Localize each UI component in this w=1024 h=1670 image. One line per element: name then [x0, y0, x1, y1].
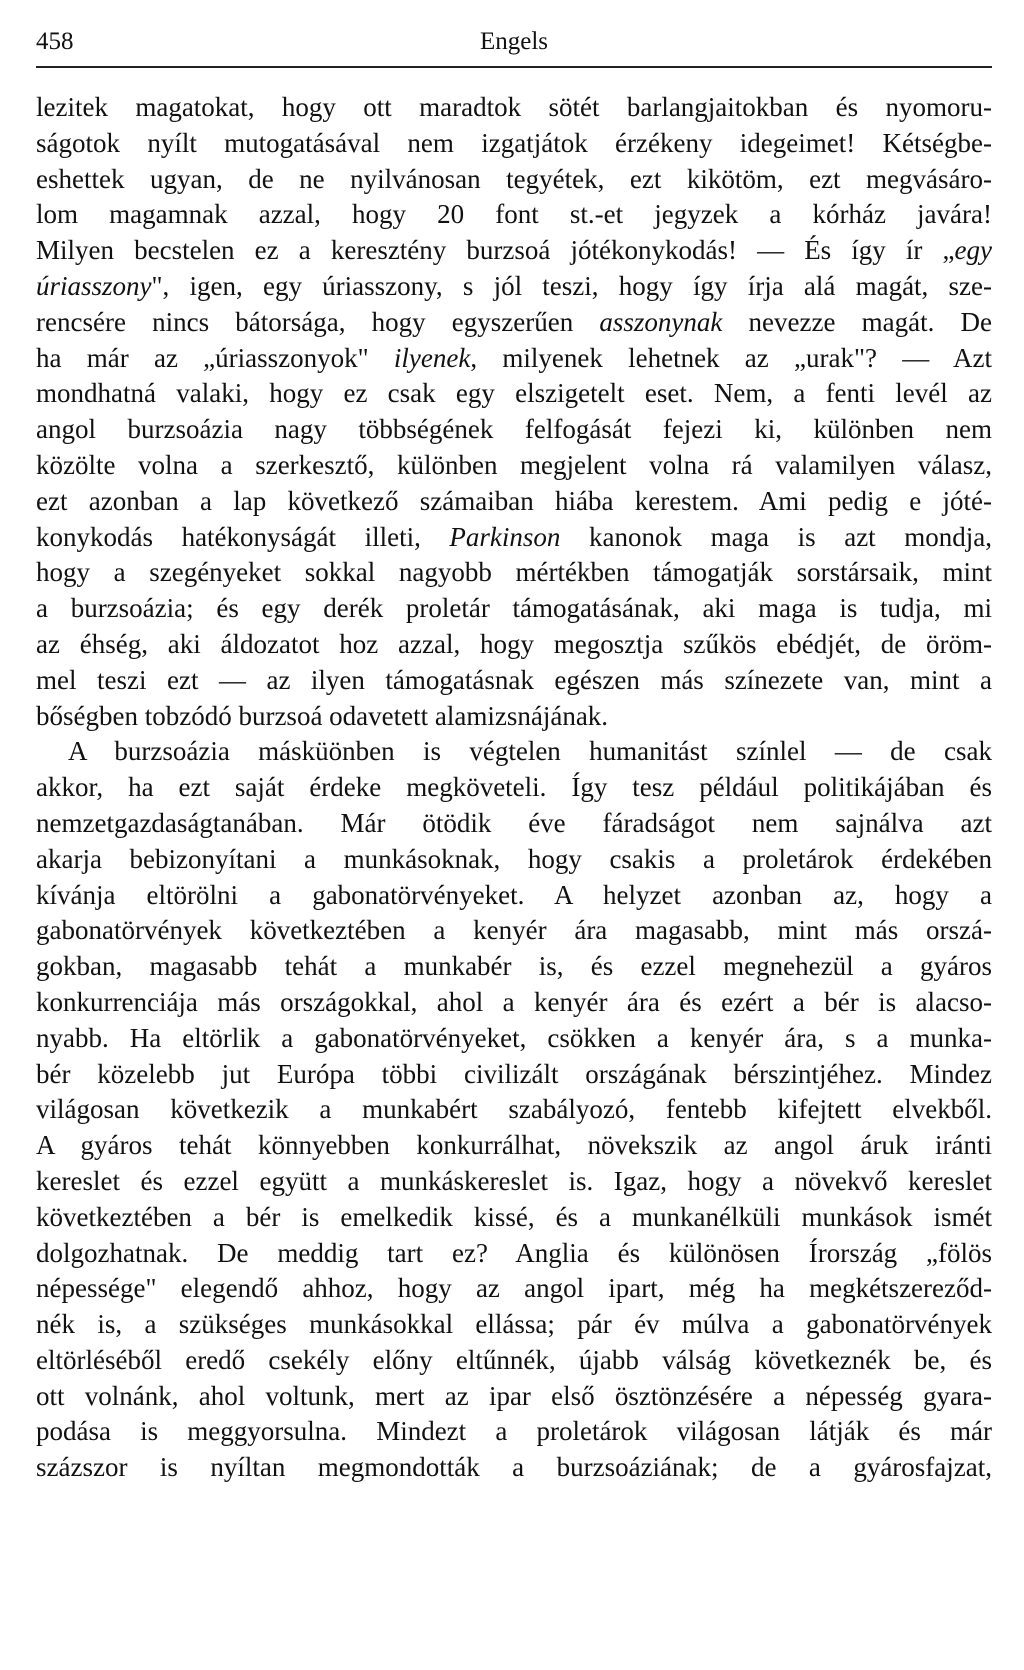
text-segment: akarja bebizonyítani a munkásoknak, hogy csakis a proletárok érdekében — [36, 843, 992, 874]
text-segment: , milyenek lehetnek az „urak"? — Azt — [470, 342, 992, 373]
text-line — [36, 1200, 992, 1236]
text-line — [36, 1450, 992, 1486]
text-segment: ha már az „úriasszonyok" — [36, 342, 394, 373]
text-line — [36, 1164, 992, 1200]
text-segment: angol burzsoázia nagy többségének felfogását fejezi ki, különben nem — [36, 414, 992, 445]
text-line — [36, 448, 992, 484]
text-segment: kereslet és ezzel együtt a munkáskereslet is. Igaz, hogy a növekvő kereslet — [36, 1165, 992, 1196]
text-segment: gabonatörvények következtében a kenyér ára magasabb, mint más orszá- — [36, 915, 992, 946]
italic-text: Parkinson — [449, 521, 561, 552]
text-line — [36, 555, 992, 591]
text-segment: dolgozhatnak. De meddig tart ez? Anglia és különösen Írország „fölös — [36, 1237, 992, 1268]
text-segment: nevezze magát. De — [722, 306, 992, 337]
text-line — [36, 985, 992, 1021]
text-line — [36, 770, 992, 806]
text-line — [36, 1128, 992, 1164]
text-segment: lom magamnak azzal, hogy 20 font st.-et jegyzek a kórház javára! — [36, 199, 992, 230]
text-line — [36, 806, 992, 842]
text-line — [36, 1307, 992, 1343]
text-line — [36, 126, 992, 162]
text-line — [36, 520, 992, 556]
text-line — [36, 197, 992, 233]
text-segment: konykodás hatékonyságát illeti, — [36, 521, 450, 552]
text-line — [36, 1271, 992, 1307]
text-segment: Milyen becstelen ez a keresztény burzsoá jótékonykodás! — És így ír „ — [36, 235, 955, 266]
text-segment: népessége" elegendő ahhoz, hogy az angol ipart, még ha megkétszereződ- — [36, 1273, 992, 1304]
text-segment: nék is, a szükséges munkásokkal ellássa; pár év múlva a gabonatörvények — [36, 1309, 992, 1340]
text-line — [36, 878, 992, 914]
text-line — [36, 842, 992, 878]
page-number: 458 — [36, 28, 74, 55]
text-line — [36, 699, 992, 735]
text-line — [36, 1092, 992, 1128]
text-line — [36, 376, 992, 412]
text-line — [36, 269, 992, 305]
text-segment: következtében a bér is emelkedik kissé, és a munkanélküli munkások ismét — [36, 1201, 992, 1232]
text-line — [36, 305, 992, 341]
text-line — [36, 627, 992, 663]
text-line — [36, 591, 992, 627]
text-line — [36, 1057, 992, 1093]
text-segment: százszor is nyíltan megmondották a burzsoáziának; de a gyárosfajzat, — [36, 1452, 992, 1483]
text-segment: rencsére nincs bátorsága, hogy egyszerűen — [36, 306, 600, 337]
text-line — [36, 913, 992, 949]
text-segment: mondhatná valaki, hogy ez csak egy elszigetelt eset. Nem, a fenti levél az — [36, 378, 992, 409]
text-line — [36, 484, 992, 520]
text-segment: bér közelebb jut Európa többi civilizált országának bérszintjéhez. Mindez — [36, 1058, 992, 1089]
italic-text: ilyenek — [393, 342, 471, 373]
text-segment: ezt azonban a lap következő számaiban hiába kerestem. Ami pedig e jóté- — [36, 485, 992, 516]
text-line — [36, 412, 992, 448]
text-line — [36, 1379, 992, 1415]
text-line — [36, 1021, 992, 1057]
body-text — [36, 90, 992, 1486]
text-segment: a burzsoázia; és egy derék proletár támogatásának, aki maga is tudja, mi — [36, 593, 992, 624]
text-segment: gokban, magasabb tehát a munkabér is, és ezzel megnehezül a gyáros — [36, 951, 992, 982]
text-segment: nemzetgazdaságtanában. Már ötödik éve fáradságot nem sajnálva azt — [36, 807, 992, 838]
page-header — [36, 22, 992, 62]
text-segment: kívánja eltörölni a gabonatörvényeket. A helyzet azonban az, hogy a — [36, 879, 992, 910]
text-line — [36, 162, 992, 198]
text-line — [36, 663, 992, 699]
text-segment: világosan következik a munkabért szabályozó, fentebb kifejtett elvekből. — [36, 1094, 992, 1125]
text-line — [36, 233, 992, 269]
text-segment: eltörléséből eredő csekély előny eltűnnék, újabb válság következnék be, és — [36, 1344, 992, 1375]
text-segment: lezitek magatokat, hogy ott maradtok sötét barlangjaitokban és nyomoru- — [36, 92, 992, 122]
text-line — [36, 734, 992, 770]
text-segment: hogy a szegényeket sokkal nagyobb mértékben támogatják sorstársaik, mint — [36, 557, 992, 588]
text-line — [36, 341, 992, 377]
text-segment: A gyáros tehát könnyebben konkurrálhat, növekszik az angol áruk iránti — [36, 1130, 992, 1161]
text-line — [36, 949, 992, 985]
text-line — [36, 1236, 992, 1272]
text-segment: akkor, ha ezt saját érdeke megköveteli. Így tesz például politikájában és — [36, 772, 992, 803]
text-segment: A burzsoázia másküönben is végtelen humanitást színlel — de csak — [68, 736, 992, 767]
text-segment: konkurrenciája más országokkal, ahol a kenyér ára és ezért a bér is alacso- — [36, 986, 992, 1017]
text-segment: közölte volna a szerkesztő, különben megjelent volna rá valamilyen válasz, — [36, 449, 992, 480]
text-segment: kanonok maga is azt mondja, — [560, 521, 992, 552]
running-head: Engels — [479, 28, 549, 55]
text-segment: mel teszi ezt — az ilyen támogatásnak egészen más színezete van, mint a — [36, 664, 992, 695]
italic-text: úriasszony — [36, 270, 152, 301]
text-segment: podása is meggyorsulna. Mindezt a proletárok világosan látják és már — [36, 1416, 992, 1447]
italic-text: egy — [954, 235, 992, 266]
text-segment: ott volnánk, ahol voltunk, mert az ipar első ösztönzésére a népesség gyara- — [36, 1380, 992, 1411]
text-line — [36, 1343, 992, 1379]
text-line — [36, 1414, 992, 1450]
header-rule — [36, 66, 992, 68]
text-segment: eshettek ugyan, de ne nyilvánosan tegyétek, ezt kikötöm, ezt megvásáro- — [36, 163, 992, 194]
text-segment: az éhség, aki áldozatot hoz azzal, hogy megosztja szűkös ebédjét, de öröm- — [36, 628, 992, 659]
italic-text: asszonynak — [599, 306, 723, 337]
text-segment: ságotok nyílt mutogatásával nem izgatjátok érzékeny idegeimet! Kétségbe- — [36, 127, 992, 158]
text-line — [36, 90, 992, 126]
text-segment: ", igen, egy úriasszony, s jól teszi, hogy így írja alá magát, sze- — [151, 270, 992, 301]
text-segment: bőségben tobzódó burzsoá odavetett alamizsnájának. — [36, 700, 609, 731]
text-segment: nyabb. Ha eltörlik a gabonatörvényeket, csökken a kenyér ára, s a munka- — [36, 1022, 992, 1053]
